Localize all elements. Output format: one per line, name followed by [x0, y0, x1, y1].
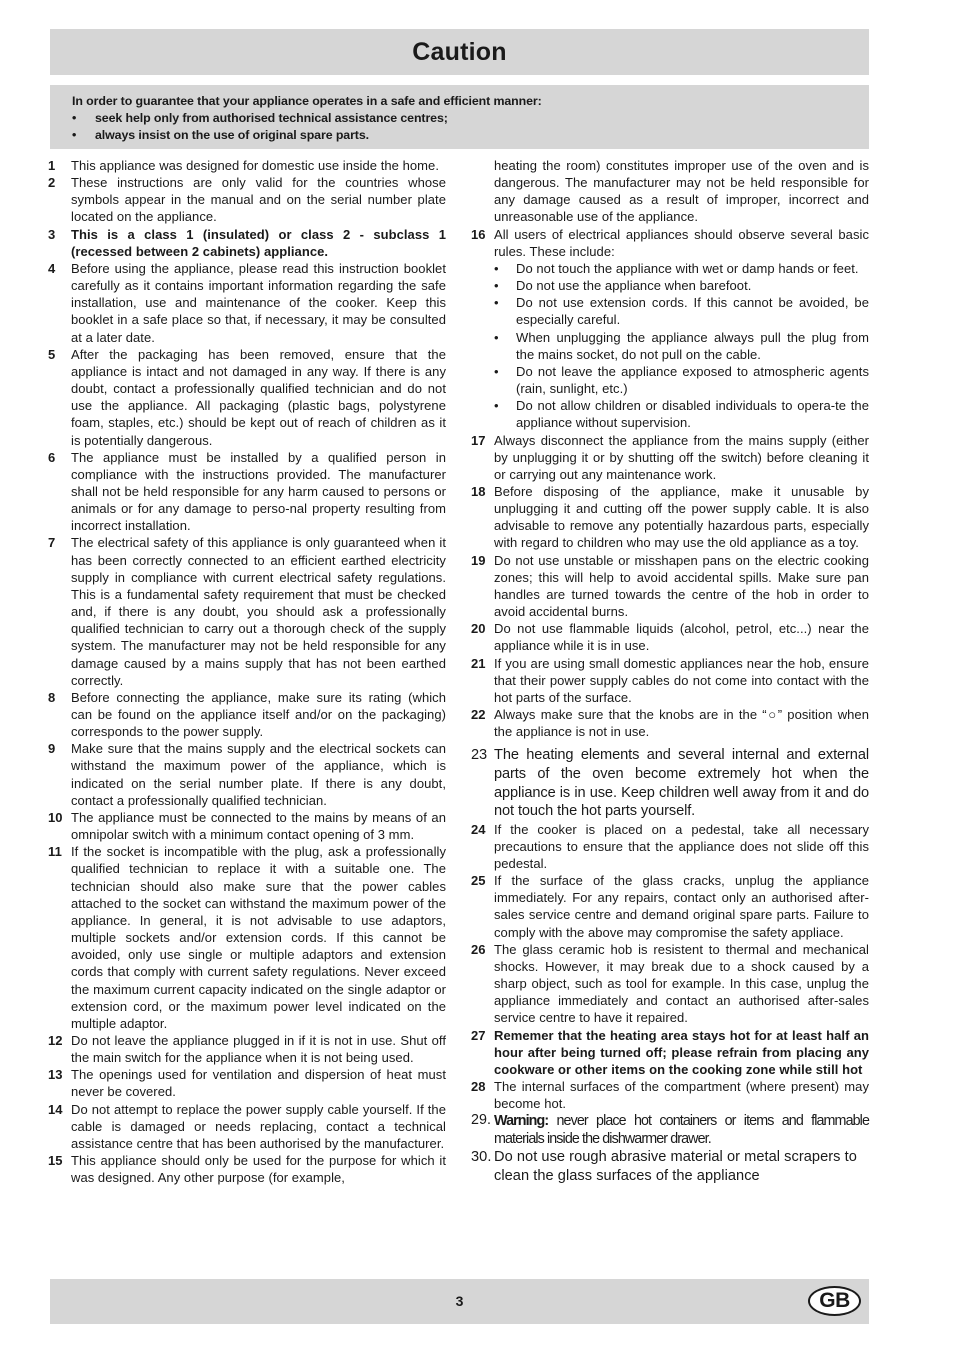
list-item [48, 534, 446, 688]
title-bar [50, 29, 869, 75]
right-column [471, 157, 869, 1186]
sub-bullet [471, 277, 869, 294]
sub-bullet-text: Do not allow children or disabled individuals to opera-te the appliance without supervision. [516, 398, 869, 431]
item-number: 24 [471, 821, 486, 837]
item-text: This appliance should only be used for the purpose for which it was designed. Any other purpose (for example, [71, 1153, 446, 1186]
item-text: If you are using small domestic appliances near the hob, ensure that their power supply cables do not come into contact with the hot parts of the surface. [494, 655, 869, 705]
list-item [471, 655, 869, 706]
warning-text: never place hot containers or items and flammable materials inside the dishwarmer drawer. [494, 1113, 869, 1148]
item-number: 19 [471, 552, 486, 568]
item-number: 30. [471, 1149, 492, 1166]
list-item [48, 689, 446, 740]
list-item [471, 483, 869, 552]
intro-bullet-text: always insist on the use of original spare parts. [95, 128, 369, 142]
list-item [48, 1032, 446, 1066]
item-number: 29. [471, 1112, 492, 1129]
item-text: Rememer that the heating area stays hot for at least half an hour after being turned off; please refrain from placing any cookware or other items on the cooking zone while still hot [494, 1027, 869, 1077]
item-number: 22 [471, 707, 486, 722]
list-item [471, 941, 869, 1027]
item-number: 5 [48, 346, 56, 362]
list-item [471, 226, 869, 260]
item-number: 26 [471, 941, 486, 957]
item-number: 7 [48, 535, 56, 551]
list-item [48, 809, 446, 843]
list-item [48, 1066, 446, 1100]
intro-bullet [72, 110, 869, 127]
item-continuation: heating the room) constitutes improper use of the oven and is dangerous. The manufacturer may not be held responsible for any damage caused as a result of improper, incorrect and unreasonable use of the appliance. [494, 158, 869, 225]
item-text: Make sure that the mains supply and the electrical sockets can withstand the maximum power of the appliance, which is indicated on the serial number plate. If there is any doubt, contact a professionally qualified technician. [71, 741, 446, 808]
bullet-icon: • [494, 295, 499, 311]
sub-bullet [471, 329, 869, 363]
item-text: The electrical safety of this appliance is only guaranteed when it has been correctly connected to an efficient earthed electricity supply in compliance with current electrical safety regulations. This is a fundamental safety requirement that must be checked and, if there is any doubt, you should ask a professionally qualified technician to carry out a thorough check of the supply system. The manufacturer may not be held responsible for any damage caused by a mains supply that has not been earthed correctly. [71, 535, 446, 688]
list-item-warning [471, 1112, 869, 1148]
sub-bullet-text: Do not leave the appliance exposed to atmospheric agents (rain, sunlight, etc.) [516, 363, 869, 397]
list-item [471, 1148, 869, 1185]
item-number: 25 [471, 873, 486, 889]
page-title: Caution [412, 37, 507, 66]
footer-bar [50, 1279, 869, 1324]
list-item [48, 1152, 446, 1186]
bullet-icon: • [494, 260, 499, 276]
item-text: Always disconnect the appliance from the mains supply (either by unplugging it or by shutting off the switch) before cleaning it or carrying out any maintenance work. [494, 432, 869, 482]
list-item [48, 740, 446, 809]
item-number: 20 [471, 621, 486, 637]
list-item [471, 706, 869, 740]
list-item [48, 843, 446, 1032]
list-item [471, 821, 869, 872]
bullet-icon: • [494, 278, 499, 294]
page-number: 3 [455, 1293, 464, 1309]
list-item [48, 157, 446, 174]
item-text: The appliance must be installed by a qualified person in compliance with the instructions provided. The manufacturer shall not be held responsible for any harm caused to persons or animals or for any damage to perso-nal property resulting from incorrect installation. [71, 449, 446, 534]
sub-bullet-text: When unplugging the appliance always pull the plug from the mains socket, do not pull on the cable. [516, 329, 869, 362]
item-text: The internal surfaces of the compartment (where present) may become hot. [494, 1079, 869, 1112]
list-item [48, 226, 446, 260]
list-item [48, 260, 446, 346]
item-text: After the packaging has been removed, ensure that the appliance is intact and not damaged in any way. If there is any doubt, contact a professionally qualified technician and do not use the appliance. All packaging (plastic bags, polystyrene foam, staples, etc.) should be kept out of reach of children as it is potentially dangerous. [71, 346, 446, 448]
item-number: 16 [471, 226, 486, 242]
sub-bullet-text: Do not touch the appliance with wet or damp hands or feet. [516, 260, 859, 276]
sub-bullet [471, 294, 869, 328]
list-item [48, 346, 446, 449]
item-number: 13 [48, 1067, 63, 1083]
warning-label: Warning: [494, 1113, 549, 1130]
sub-bullet [471, 260, 869, 277]
list-item [471, 620, 869, 654]
country-badge-icon: GB [808, 1286, 861, 1316]
item-text: Do not attempt to replace the power supply cable yourself. If the cable is damaged or needs replacing, contact a technical assistance centre that has been authorised by the manufacturer. [71, 1101, 446, 1151]
sub-bullet-text: Do not use the appliance when barefoot. [516, 278, 752, 294]
bullet-icon: • [494, 398, 499, 414]
item-number: 6 [48, 449, 56, 465]
item-number: 3 [48, 226, 56, 242]
item-text: Do not use rough abrasive material or metal scrapers to clean the glass surfaces of the appliance [494, 1149, 857, 1184]
item-text: All users of electrical appliances should observe several basic rules. These include: [494, 226, 869, 259]
bullet-icon: • [72, 111, 77, 125]
item-number: 2 [48, 175, 56, 191]
item-number: 15 [48, 1153, 63, 1169]
sub-bullet [471, 397, 869, 431]
item-number: 14 [48, 1101, 63, 1117]
list-item [471, 1078, 869, 1112]
left-column [48, 157, 446, 1186]
item-text: If the cooker is placed on a pedestal, take all necessary precautions to ensure that the appliance does not slide off this pedestal. [494, 821, 869, 871]
list-item [471, 746, 869, 820]
item-text: Do not use flammable liquids (alcohol, petrol, etc...) near the appliance while it is in use. [494, 621, 869, 654]
item-text: Before connecting the appliance, make sure its rating (which can be found on the appliance itself and/or on the packaging) corresponds to the power supply. [71, 689, 446, 740]
intro-lead: In order to guarantee that your appliance operates in a safe and efficient manner: [72, 94, 542, 108]
item-number: 21 [471, 655, 486, 671]
bullet-icon: • [494, 329, 499, 345]
item-number: 17 [471, 432, 486, 448]
item-text: If the socket is incompatible with the plug, ask a professionally qualified technician to replace it with a suitable one. The technician should also make sure that the power cables attached to the socket can withstand the maximum power of the appliance. In general, it is not advisable to use adaptors, multiple sockets and/or extension cords. If this cannot be avoided, only use single or multiple adaptors and extension cords that comply with current safety regulations. Never exceed the maximum current capacity indicated on the single adaptor or extension cord, or the maximum power level indicated on the multiple adaptor. [71, 844, 446, 1031]
item-number: 18 [471, 483, 486, 499]
item-number: 8 [48, 689, 56, 705]
item-text: Do not use unstable or misshapen pans on the electric cooking zones; this will help to avoid accidental spills. Make sure pan handles are turned towards the centre of the hob in order to avoid accidental burns. [494, 552, 869, 620]
list-item [471, 552, 869, 621]
item-text: This is a class 1 (insulated) or class 2 - subclass 1 (recessed between 2 cabinets) appliance. [71, 226, 446, 259]
item-number: 9 [48, 741, 56, 757]
item-text: Before using the appliance, please read this instruction booklet carefully as it contains important information regarding the safe installation, use and maintenance of the cooker. Keep this booklet in a safe place so that, if necessary, it may be consulted at a later date. [71, 260, 446, 345]
sub-bullet [471, 363, 869, 397]
bullet-icon: • [494, 363, 499, 379]
item-number: 4 [48, 260, 56, 276]
bullet-icon: • [72, 128, 77, 142]
item-text: This appliance was designed for domestic use inside the home. [71, 158, 439, 173]
sub-bullet-text: Do not use extension cords. If this cannot be avoided, be especially careful. [516, 295, 869, 328]
item-number: 1 [48, 158, 56, 173]
item-text: Before disposing of the appliance, make it unusable by unplugging it and cutting off the power supply cable. It is also advisable to remove any potentially hazardous parts, especially with regard to children who may use the old appliance as a toy. [494, 483, 869, 551]
intro-box [50, 85, 869, 149]
list-item [471, 872, 869, 941]
list-item [471, 432, 869, 483]
item-text: The openings used for ventilation and dispersion of heat must never be covered. [71, 1067, 446, 1100]
list-item [48, 449, 446, 535]
intro-bullet [72, 127, 869, 144]
item-number: 11 [48, 844, 62, 860]
item-text: Do not leave the appliance plugged in if it is not in use. Shut off the main switch for the appliance when it is not being used. [71, 1032, 446, 1066]
item-text: These instructions are only valid for the countries whose symbols appear in the manual and on the serial number plate located on the appliance. [71, 175, 446, 225]
list-item [48, 1101, 446, 1152]
list-item [48, 174, 446, 225]
item-number: 12 [48, 1032, 63, 1048]
list-item [471, 1027, 869, 1078]
intro-bullet-text: seek help only from authorised technical assistance centres; [95, 111, 448, 125]
item-text: Always make sure that the knobs are in the “○” position when the appliance is not in use. [494, 707, 869, 740]
item-text: If the surface of the glass cracks, unplug the appliance immediately. For any repairs, contact only an authorised after-sales service centre and demand original spare parts. Failure to comply with the above may compromise the safety appliace. [494, 873, 869, 940]
item-number: 28 [471, 1079, 486, 1095]
item-number: 27 [471, 1027, 486, 1043]
item-text: The heating elements and several internal and external parts of the oven become extremely hot when the appliance is in use. Keep children well away from it and do not touch the hot parts yourself. [494, 747, 869, 820]
item-number: 10 [48, 809, 63, 825]
item-text: The glass ceramic hob is resistent to thermal and mechanical shocks. However, it may break due to a shock caused by a sharp object, such as tool for example. In this case, unplug the appliance immediately and contact an authorised after-sales service centre to have it repaired. [494, 941, 869, 1026]
item-text [494, 1112, 869, 1148]
item-number: 23 [471, 747, 488, 764]
item-text: The appliance must be connected to the mains by means of an omnipolar switch with a minimum contact opening of 3 mm. [71, 809, 446, 843]
